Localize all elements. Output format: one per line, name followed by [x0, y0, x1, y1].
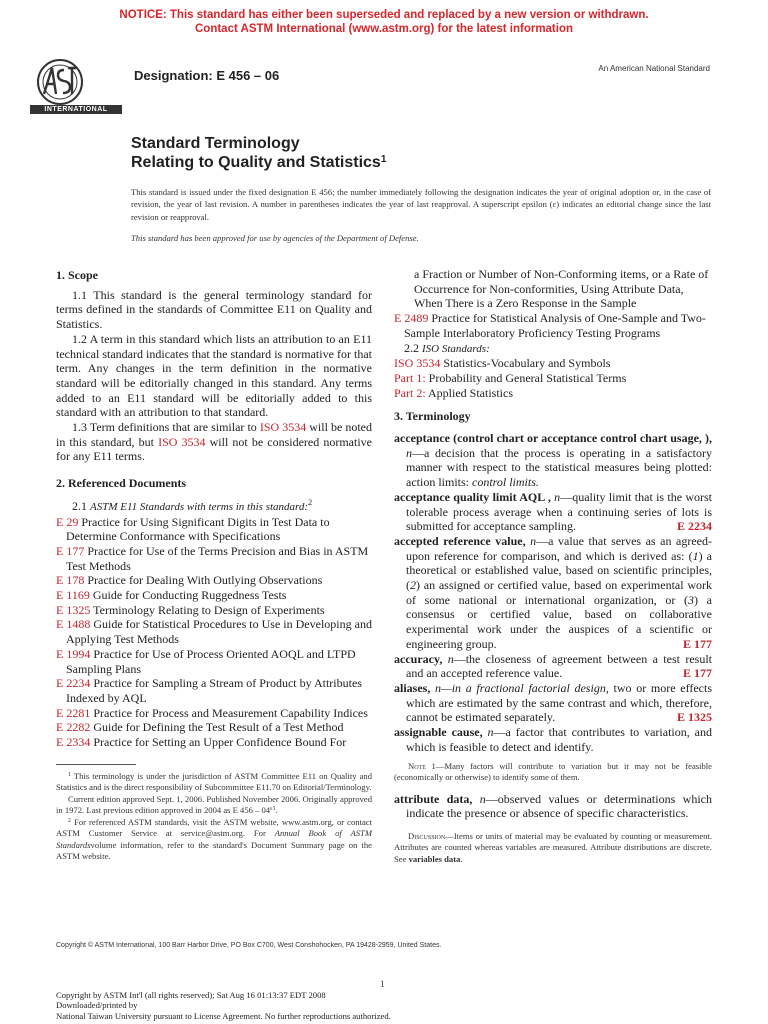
- ref-link-e2282[interactable]: E 2282: [56, 720, 91, 735]
- list-item: [56, 515, 372, 544]
- ref-link-e1325[interactable]: E 1325: [56, 602, 91, 617]
- ref-title: Practice for Using Significant Digits in Test Data to Determine Conformance with Specifications: [66, 514, 330, 544]
- notice-line-1: NOTICE: This standard has either been superseded and replaced by a new version or withdrawn.: [119, 9, 649, 21]
- ref-title: Practice for Process and Measurement Capability Indices: [90, 705, 368, 720]
- term-pos: n: [406, 445, 412, 460]
- term-attribute-data: [394, 792, 712, 821]
- ref-title: Practice for Dealing With Outlying Observations: [84, 573, 323, 588]
- ref-title: Guide for Defining the Test Result of a Test Method: [90, 720, 344, 735]
- ref-title: Practice for Setting an Upper Confidence Bound For: [90, 735, 347, 750]
- term-enum-1: 1: [692, 548, 699, 563]
- refdocs-2-2-text: ISO Standards:: [422, 342, 490, 355]
- term-definition-italic: control limits.: [472, 475, 539, 490]
- ref-title: Guide for Statistical Procedures to Use in Developing and Applying Test Methods: [66, 617, 372, 647]
- list-item: [56, 735, 372, 750]
- scope-heading: 1. Scope: [56, 268, 98, 282]
- ref-link-e29[interactable]: E 29: [56, 514, 79, 529]
- document-title: [131, 134, 386, 172]
- logo-international-text: INTERNATIONAL: [44, 106, 108, 113]
- copyright-line: Copyright © ASTM International, 100 Barr Harbor Drive, PO Box C700, West Conshohocken, PA 19428-2959, United States.: [56, 942, 442, 949]
- list-item: [394, 311, 712, 340]
- footnote-divider: [56, 764, 136, 765]
- e2334-continuation: a Fraction or Number of Non-Conforming items, or a Rate of Occurrence for Non-conformities, Using Attribute Data, When There is a Zero Response in the Sample: [414, 267, 709, 311]
- term-ref-e2234[interactable]: E 2234: [676, 519, 712, 534]
- term-pos: n: [472, 791, 486, 806]
- list-item: [56, 573, 372, 588]
- term-acceptance: [394, 431, 712, 490]
- ref-link-e178[interactable]: E 178: [56, 573, 85, 588]
- term-definition: two or more effects which are estimated by the same contrast and which, therefore, cannot be estimated separately.: [406, 681, 713, 725]
- list-item: [56, 647, 372, 676]
- ref-link-e2489[interactable]: E 2489: [394, 311, 429, 326]
- discussion: [394, 831, 712, 866]
- footnote-1: [56, 771, 372, 794]
- ref-title: Applied Statistics: [425, 385, 514, 400]
- footer-line-1: Copyright by ASTM Int'l (all rights reserved); Sat Aug 16 01:13:37 EDT 2008: [56, 990, 326, 1000]
- term-pos: n: [442, 651, 454, 666]
- approved-statement: This standard has been approved for use by agencies of the Department of Defense.: [131, 233, 419, 243]
- term-pos: n: [550, 489, 561, 504]
- list-item: [56, 617, 372, 646]
- scope-1-3: [56, 420, 372, 464]
- ref-title: Guide for Conducting Ruggedness Tests: [89, 588, 287, 603]
- iso-3534-link[interactable]: ISO 3534: [158, 434, 206, 449]
- footnote-2: [56, 817, 372, 863]
- issued-statement: This standard is issued under the fixed designation E 456; the number immediately following the designation indicates the year of original adoption or, in the case of revision, the year of last revision. A number in parentheses indicates the year of last reapproval. A superscript epsilon (ε) indicates an editorial change since the last revision or reapproval.: [131, 187, 711, 222]
- term-definition: —a value that serves as an agreed-upon reference for comparison, and which is derived as: (: [406, 533, 712, 563]
- term-enum-3: 3: [688, 592, 695, 607]
- term-pos: n: [482, 725, 494, 740]
- term-definition: —observed values or determinations which indicate the presence or absence of specific characteristics.: [406, 791, 712, 821]
- note-text: —Many factors will contribute to variation but it may not be feasible (economically or otherwise) to identify some of them.: [394, 760, 712, 783]
- term-definition: —a factor that contributes to variation, and which is feasible to detect and identify.: [406, 725, 712, 754]
- term-name: accuracy,: [394, 651, 443, 666]
- term-assignable-cause: [394, 725, 712, 754]
- scope-1-2: 1.2 A term in this standard which lists an attribution to an E11 technical standard indicates that the standard is normative for that term. Any changes in the term definition in the normative standard will be editorially changed in this standard. Any terms added to an E11 standard will be editorially added to this standard with an attribution to that standard.: [56, 331, 372, 420]
- ref-link-e2334[interactable]: E 2334: [56, 735, 91, 750]
- right-column: [394, 267, 712, 865]
- term-definition: ) an assigned or certified value, based on experimental work of some national or international organization, or (: [406, 578, 712, 607]
- ref-link-e1488[interactable]: E 1488: [56, 617, 91, 632]
- iso-3534-link[interactable]: ISO 3534: [259, 420, 307, 435]
- term-definition-italic: —in a fractional factorial design,: [441, 681, 609, 696]
- scope-1-3-text-c: will not be considered normative for any E11 terms.: [56, 434, 372, 464]
- ref-title: Terminology Relating to Design of Experiments: [90, 602, 325, 617]
- footnote-2-mark: 2: [68, 817, 71, 824]
- term-definition: —the closeness of agreement between a test result and an accepted reference value.: [406, 651, 713, 681]
- terminology-heading: 3. Terminology: [394, 409, 471, 424]
- ref-link-e2234[interactable]: E 2234: [56, 676, 91, 691]
- scope-1-3-text-b: will be noted in this standard, but: [56, 420, 372, 449]
- term-name: acceptance (control chart or acceptance control chart usage, ),: [394, 431, 712, 446]
- refdocs-heading: 2. Referenced Documents: [56, 476, 187, 491]
- ref-link-e177[interactable]: E 177: [56, 543, 85, 558]
- list-item: [394, 371, 712, 386]
- refdocs-2-1-num: 2.1: [72, 498, 90, 513]
- note-label: Note 1: [408, 760, 436, 771]
- list-item: [56, 588, 372, 603]
- ref-title: Practice for Sampling a Stream of Product by Attributes Indexed by AQL: [66, 676, 362, 705]
- ref-title: Practice for Use of the Terms Precision and Bias in ASTM Test Methods: [66, 543, 369, 573]
- term-name: attribute data,: [394, 791, 473, 806]
- note-1: [394, 761, 712, 784]
- ref-link-e1169[interactable]: E 1169: [56, 588, 90, 603]
- refdocs-2-2-num: 2.2: [404, 340, 422, 355]
- term-accepted-reference-value: [394, 534, 712, 652]
- term-name: accepted reference value,: [394, 533, 526, 548]
- list-item: [56, 676, 372, 705]
- title-footnote-mark[interactable]: 1: [380, 154, 387, 165]
- page-number: 1: [380, 979, 385, 989]
- list-item: [56, 706, 372, 721]
- list-item: [56, 544, 372, 573]
- term-pos: n: [525, 533, 537, 548]
- list-item: [56, 603, 372, 618]
- term-definition: ) a theoretical or established value, based on scientific principles, (: [406, 548, 712, 593]
- ref-link-part2[interactable]: Part 2:: [394, 385, 426, 400]
- footnote-2-end: volume information, refer to the standard's Document Summary page on the ASTM website.: [56, 839, 372, 862]
- ref-link-part1[interactable]: Part 1:: [394, 370, 426, 385]
- refdocs-2-1-text: ASTM E11 Standards with terms in this standard:: [90, 500, 309, 513]
- footnote-1-text: This terminology is under the jurisdiction of ASTM Committee E11 on Quality and Statistics and is the direct responsibility of Subcommittee E11.70 on Editorial/Terminology.: [56, 770, 372, 793]
- term-definition: ) a consensus or certified value, based on collaborative experimental work under the auspices of a scientific or engineering group.: [406, 592, 712, 651]
- term-definition: —a decision that the process is operating in a satisfactory manner with respect to the statistical measures being plotted: action limits:: [406, 445, 712, 490]
- term-name: aliases,: [394, 681, 431, 696]
- footnote-2-mark[interactable]: 2: [308, 497, 313, 507]
- notice-line-2: Contact ASTM International (www.astm.org) for the latest information: [194, 23, 574, 35]
- epsilon-mark: ε1: [270, 806, 276, 813]
- american-national-standard: An American National Standard: [598, 64, 710, 73]
- list-item: [394, 386, 712, 401]
- term-ref-e177[interactable]: E 177: [682, 666, 712, 681]
- title-line-2: [131, 153, 386, 172]
- title-line-2-text: Relating to Quality and Statistics: [131, 154, 381, 171]
- left-column: [56, 268, 372, 863]
- discussion-label: Discussion: [408, 830, 446, 841]
- ref-title: Practice for Statistical Analysis of One-Sample and Two-Sample Interlaboratory Proficiency Testing Programs: [404, 311, 706, 340]
- discussion-text: —Items or units of material may be evaluated by counting or measurement. Attributes are counted whereas variables are measured. Attribute distributions are discrete. See: [394, 830, 712, 864]
- discussion-crossref[interactable]: variables data: [408, 853, 461, 864]
- download-footer: [56, 990, 391, 1021]
- refdocs-2-2: [394, 341, 712, 357]
- footnote-2-italic: Annual Book of ASTM Standards: [56, 828, 372, 850]
- footer-line-2: Downloaded/printed by: [56, 1000, 138, 1011]
- ref-title: Practice for Use of Process Oriented AOQL and LTPD Sampling Plans: [66, 646, 356, 676]
- astm-logo: [30, 56, 122, 116]
- footnote-1-mark: 1: [68, 771, 71, 778]
- footnote-1-edition-text: Current edition approved Sept. 1, 2006. Published November 2006. Originally approved in 1972. Last previous edition approved in 2004 as E 456 – 04: [56, 793, 372, 816]
- ref-title: Probability and General Statistical Terms: [425, 370, 627, 385]
- list-item: [56, 720, 372, 735]
- term-definition: —quality limit that is the worst tolerable process average when a continuing series of lots is submitted for acceptance sampling.: [406, 489, 713, 534]
- footnote-1-edition: [56, 794, 372, 817]
- term-ref-e1325[interactable]: E 1325: [676, 710, 712, 725]
- scope-1-1: 1.1 This standard is the general terminology standard for terms defined in the standards of Committee E11 on Quality and Statistics.: [56, 287, 372, 332]
- discussion-end: .: [460, 853, 463, 864]
- notice-banner: [0, 8, 768, 36]
- footnote-1-end: .: [275, 805, 278, 816]
- ref-link-e1994[interactable]: E 1994: [56, 646, 91, 661]
- term-name: assignable cause,: [394, 725, 483, 740]
- title-line-1: Standard Terminology: [131, 135, 300, 152]
- term-name: acceptance quality limit AQL ,: [394, 489, 551, 504]
- designation: Designation: E 456 – 06: [134, 68, 280, 83]
- term-enum-2: 2: [410, 578, 416, 593]
- footer-line-3: National Taiwan University pursuant to License Agreement. No further reproductions authorized.: [56, 1010, 391, 1021]
- term-ref-e177[interactable]: E 177: [682, 636, 712, 651]
- scope-1-3-text-a: 1.3 Term definitions that are similar to: [72, 420, 260, 435]
- ref-title: Statistics-Vocabulary and Symbols: [440, 356, 611, 371]
- ref-link-e2281[interactable]: E 2281: [56, 705, 91, 720]
- refdocs-2-1: [56, 496, 372, 515]
- list-item: [394, 356, 712, 371]
- ref-link-iso3534[interactable]: ISO 3534: [394, 356, 441, 371]
- term-pos: n: [430, 681, 442, 696]
- footnote-2-text: For referenced ASTM standards, visit the ASTM website, www.astm.org, or contact ASTM Customer Service at service@astm.org. For: [56, 816, 372, 839]
